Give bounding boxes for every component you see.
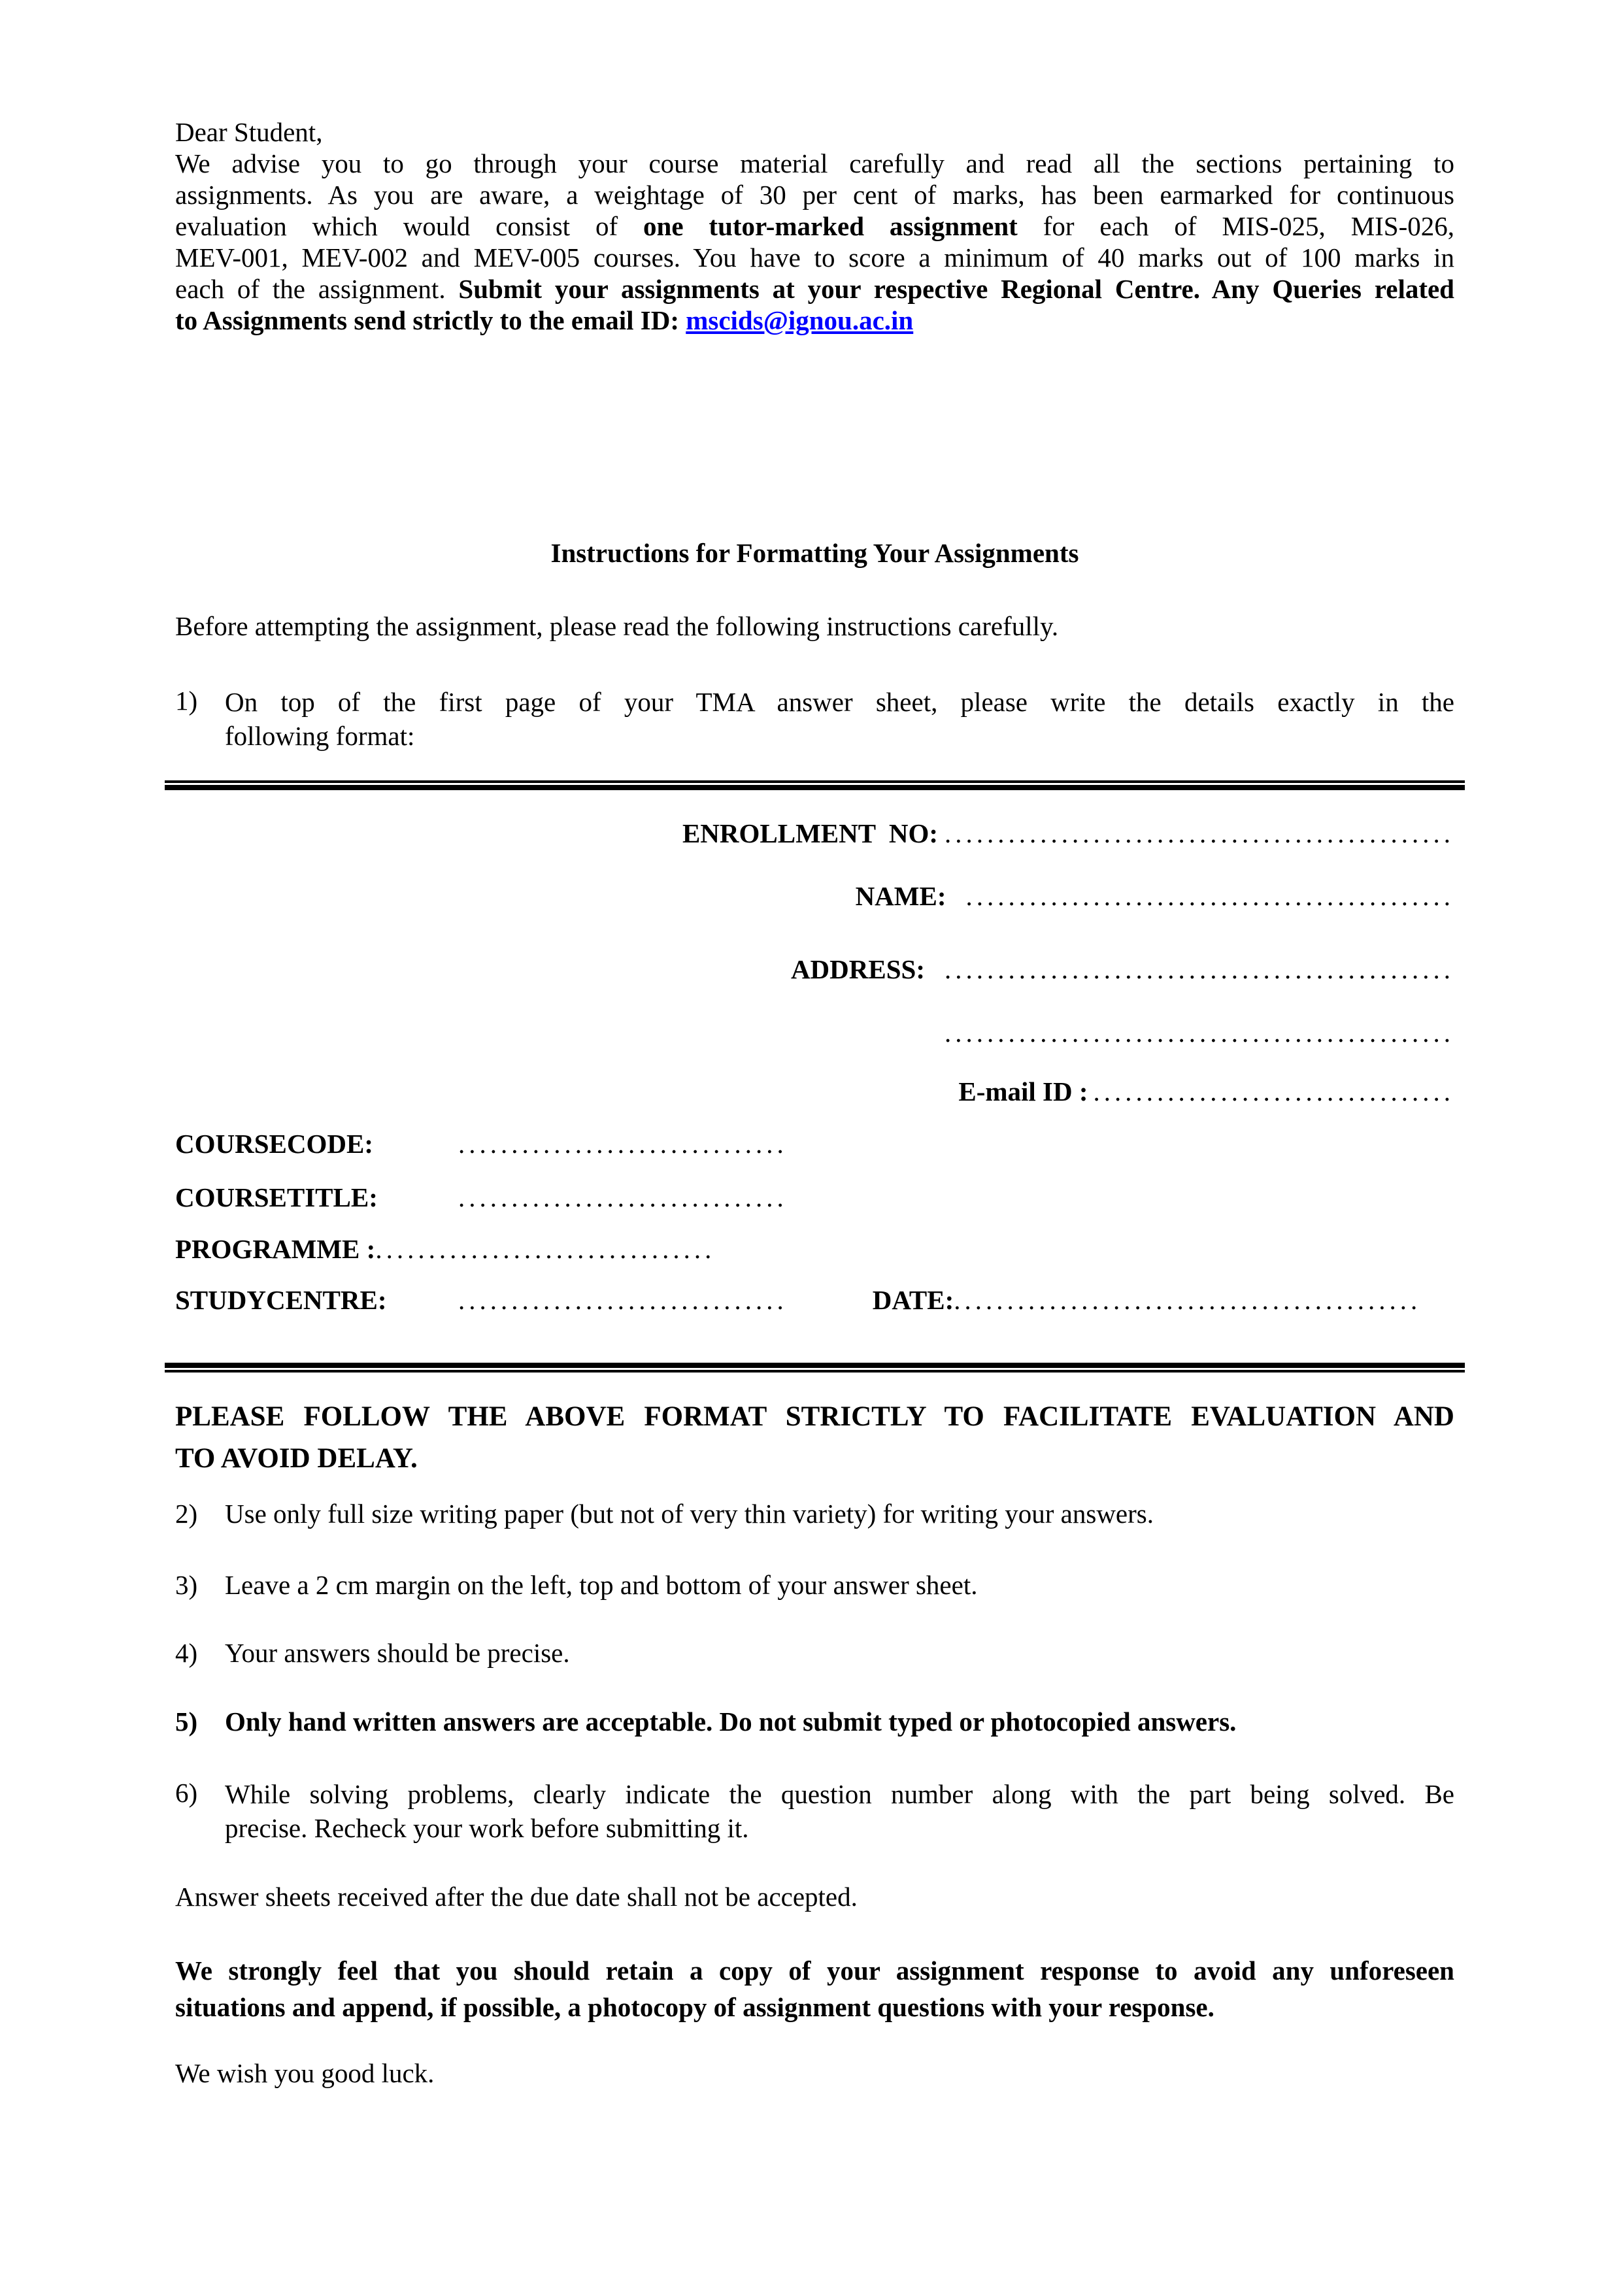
coursetitle-dots: ............................... bbox=[458, 1182, 788, 1212]
intro-line: assignments. As you are aware, a weightage of 30 per cent of marks, has been earmarked for continuous bbox=[175, 180, 1454, 210]
item-number: 6) bbox=[175, 1778, 198, 1808]
item-number: 3) bbox=[175, 1570, 198, 1600]
enrollment-dots: ................................................ bbox=[945, 818, 1454, 848]
bold-submit-note: Submit your assignments at your respective Regional Centre. Any Queries related bbox=[458, 274, 1454, 304]
item-3-text: Leave a 2 cm margin on the left, top and bottom of your answer sheet. bbox=[225, 1570, 978, 1600]
email-id-dots: .................................. bbox=[1093, 1076, 1454, 1106]
date-dots: ............................................ bbox=[954, 1285, 1422, 1315]
instruction-item-4 bbox=[175, 1637, 1454, 1669]
intro-line: each of the assignment. Submit your assignments at your respective Regional Centre. Any Queries related bbox=[175, 274, 1454, 304]
retain-copy-line: We strongly feel that you should retain a copy of your assignment response to avoid any unforeseen bbox=[175, 1955, 1454, 1986]
name-label: NAME: bbox=[855, 881, 946, 911]
enrollment-label: ENROLLMENT NO: bbox=[682, 818, 938, 848]
item-number: 2) bbox=[175, 1499, 198, 1529]
programme-dots: ................................ bbox=[375, 1234, 716, 1264]
before-attempting-text: Before attempting the assignment, please read the following instructions carefully. bbox=[175, 611, 1059, 641]
programme-label: PROGRAMME : bbox=[175, 1234, 376, 1264]
instruction-item-1 bbox=[175, 685, 1454, 753]
studycentre-dots: ............................... bbox=[458, 1285, 788, 1315]
studycentre-row bbox=[175, 1284, 1454, 1316]
format-box-bottom-border bbox=[165, 1363, 1465, 1373]
item-2-text: Use only full size writing paper (but not of very thin variety) for writing your answers. bbox=[225, 1499, 1154, 1529]
coursecode-label: COURSECODE: bbox=[175, 1129, 373, 1159]
studycentre-label: STUDYCENTRE: bbox=[175, 1285, 387, 1315]
coursetitle-row bbox=[175, 1182, 1454, 1213]
date-label: DATE: bbox=[872, 1285, 954, 1315]
retain-copy-note bbox=[175, 1952, 1454, 2025]
intro-line bbox=[175, 305, 1454, 336]
item-number: 5) bbox=[175, 1706, 198, 1737]
item-4-text: Your answers should be precise. bbox=[225, 1638, 570, 1668]
item-1-line: following format: bbox=[225, 721, 415, 751]
email-link[interactable]: mscids@ignou.ac.in bbox=[686, 305, 914, 335]
format-instructions-heading: Instructions for Formatting Your Assignments bbox=[550, 538, 1079, 568]
coursecode-row bbox=[175, 1128, 1454, 1159]
intro-salutation: Dear Student, bbox=[175, 117, 323, 147]
retain-copy-line: situations and append, if possible, a photocopy of assignment questions with your response. bbox=[175, 1992, 1214, 2022]
item-1-line: On top of the first page of your TMA answer sheet, please write the details exactly in the bbox=[225, 687, 1454, 717]
name-row bbox=[175, 880, 1454, 912]
due-date-note: Answer sheets received after the due date shall not be accepted. bbox=[175, 1882, 858, 1912]
notice-line: PLEASE FOLLOW THE ABOVE FORMAT STRICTLY TO FACILITATE EVALUATION AND bbox=[175, 1401, 1454, 1432]
address-label: ADDRESS: bbox=[790, 954, 925, 984]
programme-row bbox=[175, 1233, 1454, 1265]
email-row bbox=[175, 1076, 1454, 1107]
address-row bbox=[175, 954, 1454, 985]
address-dots: ................................................ bbox=[945, 954, 1454, 984]
intro-line: We advise you to go through your course material carefully and read all the sections pertaining to bbox=[175, 148, 1454, 178]
format-box-top-border bbox=[165, 780, 1465, 790]
item-number: 1) bbox=[175, 686, 198, 716]
item-number: 4) bbox=[175, 1638, 198, 1668]
good-luck-note: We wish you good luck. bbox=[175, 2058, 435, 2088]
intro-line: evaluation which would consist of one tutor-marked assignment for each of MIS-025, MIS-026, bbox=[175, 211, 1455, 241]
coursetitle-label: COURSETITLE: bbox=[175, 1182, 378, 1212]
instruction-item-6 bbox=[175, 1777, 1454, 1845]
follow-format-notice bbox=[175, 1396, 1454, 1480]
instruction-item-5 bbox=[175, 1706, 1454, 1737]
notice-line: TO AVOID DELAY. bbox=[175, 1443, 418, 1474]
item-5-text: Only hand written answers are acceptable. Do not submit typed or photocopied answers. bbox=[225, 1706, 1237, 1737]
bold-queries-note: to Assignments send strictly to the email ID: bbox=[175, 305, 686, 335]
name-dots: .............................................. bbox=[965, 881, 1454, 911]
email-id-label: E-mail ID : bbox=[958, 1076, 1088, 1106]
item-6-line: While solving problems, clearly indicate the question number along with the part being solved. Be bbox=[225, 1779, 1454, 1809]
item-6-line: precise. Recheck your work before submitting it. bbox=[225, 1813, 749, 1843]
address-continuation-row bbox=[175, 1017, 1454, 1048]
instruction-item-2 bbox=[175, 1498, 1454, 1529]
address-continuation-dots: ................................................ bbox=[945, 1018, 1454, 1048]
intro-line: MEV-001, MEV-002 and MEV-005 courses. You have to score a minimum of 40 marks out of 100 marks in bbox=[175, 242, 1454, 273]
bold-tutor-marked: one tutor-marked assignment bbox=[643, 211, 1018, 241]
enrollment-row bbox=[175, 818, 1454, 849]
coursecode-dots: ............................... bbox=[458, 1129, 788, 1159]
instruction-item-3 bbox=[175, 1569, 1454, 1601]
intro-paragraph bbox=[175, 116, 1454, 336]
